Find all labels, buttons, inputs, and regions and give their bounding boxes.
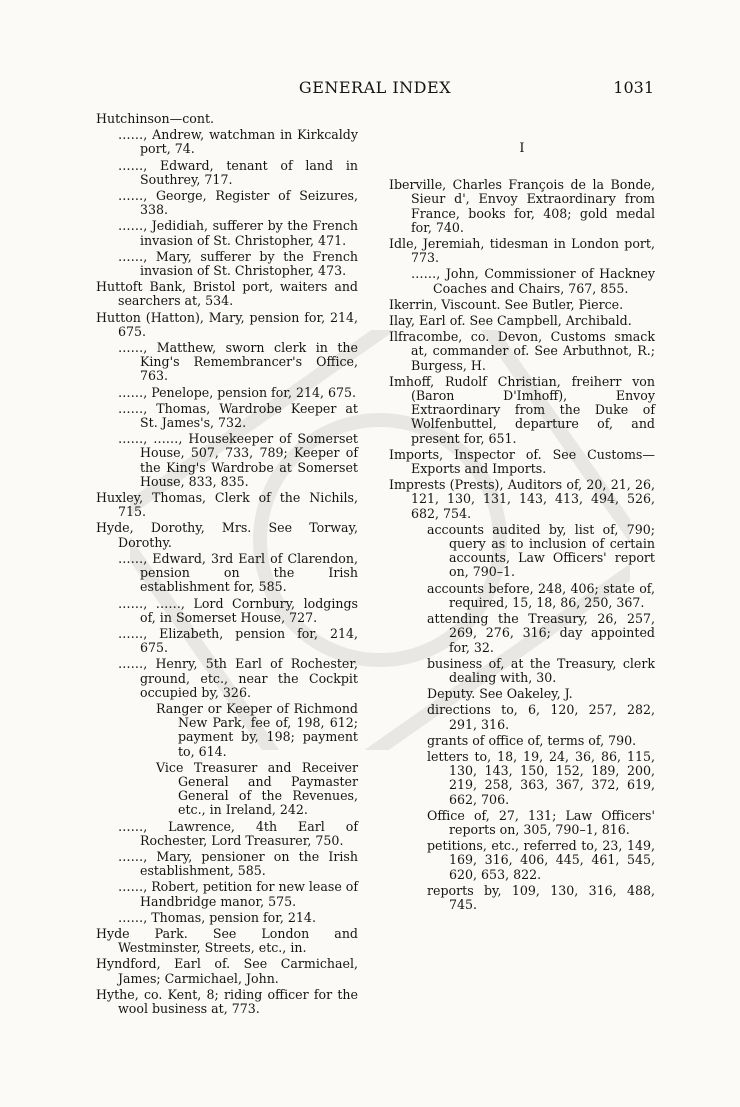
index-entry: Vice Treasurer and Receiver General and Paymaster General of the Revenues, etc., in Ireland, 242. <box>156 759 358 818</box>
index-entry: Hyndford, Earl of. See Carmichael, James; Carmichael, John. <box>96 956 358 986</box>
index-entry: petitions, etc., referred to, 23, 149, 169, 316, 406, 445, 461, 545, 620, 653, 822. <box>427 838 655 882</box>
index-entry: ……, ……, Lord Cornbury, lodgings of, in Somerset House, 727. <box>118 595 358 625</box>
index-entry: ……, Matthew, sworn clerk in the King's Remembrancer's Office, 763. <box>118 340 358 384</box>
index-entry: Iberville, Charles François de la Bonde, Sieur d', Envoy Extraordinary from France, books for, 408; gold medal for, 740. <box>389 177 655 235</box>
index-entry: ……, Henry, 5th Earl of Rochester, ground, etc., near the Cockpit occupied by, 326. <box>118 656 358 700</box>
index-entry: ……, Mary, sufferer by the French invasion of St. Christopher, 473. <box>118 248 358 279</box>
page-header <box>96 78 654 98</box>
right-entries <box>389 178 655 912</box>
index-entry: ……, Robert, petition for new lease of Handbridge manor, 575. <box>118 879 359 909</box>
index-entry: ……, Andrew, watchman in Kirkcaldy port, 74. <box>118 127 358 157</box>
index-entry: Hutton (Hatton), Mary, pension for, 214, 675. <box>96 309 358 339</box>
index-entry: Imhoff, Rudolf Christian, freiherr von (Baron D'Imhoff), Envoy Extraordinary from the Duke of Wolfenbuttel, departure of, and present for, 651. <box>389 373 655 446</box>
index-entry: ……, Thomas, pension for, 214. <box>118 909 316 925</box>
index-entry: ……, John, Commissioner of Hackney Coaches and Chairs, 767, 855. <box>411 266 655 296</box>
index-entry: ……, Elizabeth, pension for, 214, 675. <box>118 625 358 656</box>
index-entry: Idle, Jeremiah, tidesman in London port, 773. <box>389 236 655 266</box>
index-entry: ……, ……, Housekeeper of Somerset House, 507, 733, 789; Keeper of the King's Wardrobe at Somerset House, 833, 835. <box>118 431 358 489</box>
index-entry: Hythe, co. Kent, 8; riding officer for the wool business at, 773. <box>96 986 358 1016</box>
index-entry: Ikerrin, Viscount. See Butler, Pierce. <box>389 296 624 312</box>
index-entry: Imprests (Prests), Auditors of, 20, 21, 26, 121, 130, 131, 143, 413, 494, 526, 682, 754. <box>389 477 655 521</box>
right-column <box>389 112 655 914</box>
index-entry: Hyde Park. See London and Westminster, Streets, etc., in. <box>96 925 358 956</box>
index-entry: Ilfracombe, co. Devon, Customs smack at, commander of. See Arbuthnot, R.; Burgess, H. <box>389 329 655 373</box>
index-entry: Huttoft Bank, Bristol port, waiters and searchers at, 534. <box>96 279 358 309</box>
index-entry: business of, at the Treasury, clerk dealing with, 30. <box>427 655 655 685</box>
index-entry: accounts audited by, list of, 790; query as to inclusion of certain accounts, Law Officers' report on, 790–1. <box>427 521 655 580</box>
index-entry: ……, Edward, tenant of land in Southrey, 717. <box>118 157 358 187</box>
index-entry: Huxley, Thomas, Clerk of the Nichils, 715. <box>96 490 358 520</box>
index-entry: Ilay, Earl of. See Campbell, Archibald. <box>389 313 632 329</box>
index-entry: Hutchinson—cont. <box>96 111 215 126</box>
running-title: GENERAL INDEX <box>298 78 452 97</box>
index-entry: ……, Lawrence, 4th Earl of Rochester, Lord Treasurer, 750. <box>118 818 358 848</box>
left-column <box>96 112 358 1018</box>
index-entry: Imports, Inspector of. See Customs—Exports and Imports. <box>389 446 655 477</box>
page-number: 1031 <box>613 78 654 97</box>
index-entry: Office of, 27, 131; Law Officers' reports on, 305, 790–1, 816. <box>427 807 655 837</box>
index-entry: reports by, 109, 130, 316, 488, 745. <box>427 882 655 912</box>
index-entry: ……, Jedidiah, sufferer by the French invasion of St. Christopher, 471. <box>118 218 358 248</box>
index-entry: ……, George, Register of Seizures, 338. <box>118 188 358 218</box>
index-entry: ……, Mary, pensioner on the Irish establishment, 585. <box>118 848 358 879</box>
index-entry: attending the Treasury, 26, 257, 269, 276, 316; day appointed for, 32. <box>427 611 655 655</box>
index-entry: grants of office of, terms of, 790. <box>427 732 637 748</box>
index-entry: Deputy. See Oakeley, J. <box>427 686 573 702</box>
index-entry: ……, Edward, 3rd Earl of Clarendon, pension on the Irish establishment for, 585. <box>118 550 358 595</box>
index-entry: directions to, 6, 120, 257, 282, 291, 316. <box>427 702 655 732</box>
index-entry: ……, Thomas, Wardrobe Keeper at St. James's, 732. <box>118 400 358 431</box>
index-entry: ……, Penelope, pension for, 214, 675. <box>118 384 357 400</box>
index-entry: letters to, 18, 19, 24, 36, 86, 115, 130, 143, 150, 152, 189, 200, 219, 258, 363, 367, 372, 619, 662, 706. <box>427 748 655 807</box>
section-letter: I <box>519 141 525 156</box>
index-entry: Ranger or Keeper of Richmond New Park, fee of, 198, 612; payment by, 198; payment to, 614. <box>156 700 358 759</box>
index-entry: Hyde, Dorothy, Mrs. See Torway, Dorothy. <box>96 520 358 550</box>
index-entry: accounts before, 248, 406; state of, required, 15, 18, 86, 250, 367. <box>427 580 655 610</box>
